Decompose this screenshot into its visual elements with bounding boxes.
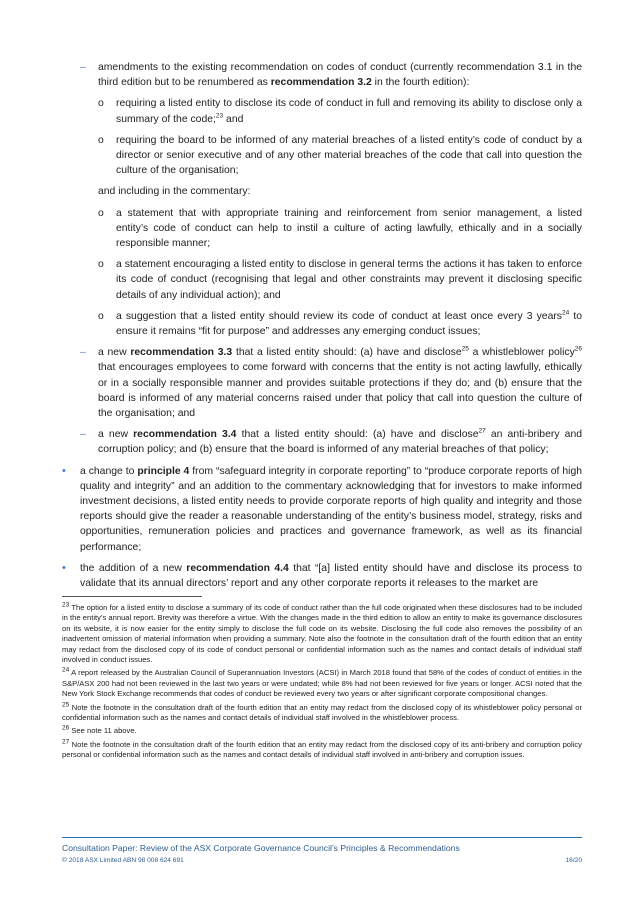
dash-marker: – — [80, 429, 86, 441]
footnote-ref: 23 — [215, 112, 224, 120]
list-item: o requiring a listed entity to disclose its code of conduct in full and removing its ability to disclose only a summary of the code;$^{23}$ and — [98, 98, 582, 125]
list-item: – a new recommendation 3.3 that a listed entity should: (a) have and disclose$^{25}$ a whistleblower policy$^{26}$ that encourages employees to come forward with concerns that the entity is not acting lawfully, ethically or in a socially responsible manner and provides suitable protections if they do; and (b) ensure that the board is informed of any material concerns raised under that policy that call into question the culture of the organisation; and — [80, 345, 583, 420]
bullet-marker: • — [62, 464, 66, 477]
footnote: $^{27}$ Note the footnote in the consultation draft of the fourth edition that an entity may redact from the disclosed copy of its anti-bribery and corruption policy personal or confidential information such as the names and contact details of individual staff involved in anti-bribery and corruption issues. — [62, 738, 582, 760]
footnote-ref: 25 — [461, 345, 469, 353]
list-item: o a suggestion that a listed entity should review its code of conduct at least once every 3 years$^{24}$ to ensure it remains “fit for purpose” and addresses any emerging conduct issues; — [98, 309, 582, 338]
list-item: o a statement that with appropriate training and reinforcement from senior management, a listed entity’s code of conduct can help to instil a culture of acting lawfully, ethically and in a socially responsible manner; — [98, 207, 582, 250]
paragraph: and including in the commentary: — [98, 186, 251, 198]
bullet-marker: • — [62, 561, 66, 574]
footer-divider — [62, 837, 582, 838]
footnote-divider — [62, 596, 202, 597]
page-number: 16/20 — [565, 857, 582, 864]
footnotes — [62, 603, 582, 764]
list-item: • the addition of a new recommendation 4.4 that “[a] listed entity should have and disclose its process to validate that its annual directors’ report and any other corporate reports it releases to the market are — [62, 561, 582, 590]
list-item: – a new recommendation 3.4 that a listed entity should: (a) have and disclose$^{27}$ an anti-bribery and corruption policy; and (b) ensure that the board is informed of any material breaches of that policy; — [80, 427, 582, 456]
body-content — [62, 60, 582, 597]
footnote: $^{23}$ The option for a listed entity to disclose a summary of its code of conduct rather than the full code originated when these disclosures had to be included in the entity’s annual report. Brevity was therefore a virtue. With the changes made in the third edition to allow an entity to make its governance disclosures on its website, it is now easier for the entity simply to disclose the full code on its website. Disclosing the full code also removes the possibility of an inadvertent omission of material information when providing a summary. Note also the footnote in the consultation draft of the fourth edition that an entity may redact from the disclosed copy of its code of conduct personal or confidential information such as the names and contact details of individual staff involved in conduct issues. — [62, 601, 582, 665]
circle-marker: o — [98, 310, 104, 322]
list-item: – amendments to the existing recommendation on codes of conduct (currently recommendation 3.1 in the third edition but to be renumbered as recommendation 3.2 in the fourth edition): — [80, 62, 582, 89]
list-item: • a change to principle 4 from “safeguard integrity in corporate reporting” to “produce corporate reports of high quality and integrity” and an addition to the commentary acknowledging that for investors to make informed investment decisions, a listed entity needs to provide corporate reports of high quality and integrity and those reports should give the reader a reasonable understanding of the entity’s business model, strategy, risks and opportunities, remuneration policies and practices and governance framework, as well as its financial performance; — [62, 464, 583, 553]
footer-title: Consultation Paper: Review of the ASX Corporate Governance Council’s Principles & Recommendations — [62, 843, 460, 853]
circle-marker: o — [98, 134, 104, 146]
list-item: o a statement encouraging a listed entity to disclose in general terms the actions it has taken to enforce its code of conduct (recognising that legal and other constraints may prevent it disclosing specific details of any individual action); and — [98, 259, 582, 301]
list-item: o requiring the board to be informed of any material breaches of a listed entity’s code of conduct by a director or senior executive and of any other material breaches of the code that call into question the culture of the organisation; — [98, 134, 582, 177]
footnote-ref: 26 — [574, 345, 583, 353]
footnote-ref: 27 — [478, 427, 486, 435]
circle-marker: o — [98, 259, 104, 271]
footnote: $^{25}$ Note the footnote in the consultation draft of the fourth edition that an entity may redact from the disclosed copy of its whistleblower policy personal or confidential information such as the names and contact details of individual staff involved in the whistleblower process. — [62, 701, 582, 723]
footer-copyright: © 2018 ASX Limited ABN 98 008 624 691 — [62, 857, 184, 864]
footnote: $^{26}$ See note 11 above. — [62, 724, 137, 736]
dash-marker: – — [80, 62, 86, 73]
circle-marker: o — [98, 207, 104, 219]
footnote-ref: 24 — [562, 309, 570, 317]
circle-marker: o — [98, 98, 104, 110]
dash-marker: – — [80, 347, 86, 359]
footnote: $^{24}$ A report released by the Australian Council of Superannuation Investors (ACSI) in March 2018 found that 58% of the codes of conduct of entities in the S&P/ASX 200 had not been reviewed in the last two years or were undated; while 8% had not been reviewed for five years or longer. ACSI noted that the New York Stock Exchange recommends that codes of conduct be reviewed every two years or after significant corporate compositional changes. — [62, 666, 582, 699]
